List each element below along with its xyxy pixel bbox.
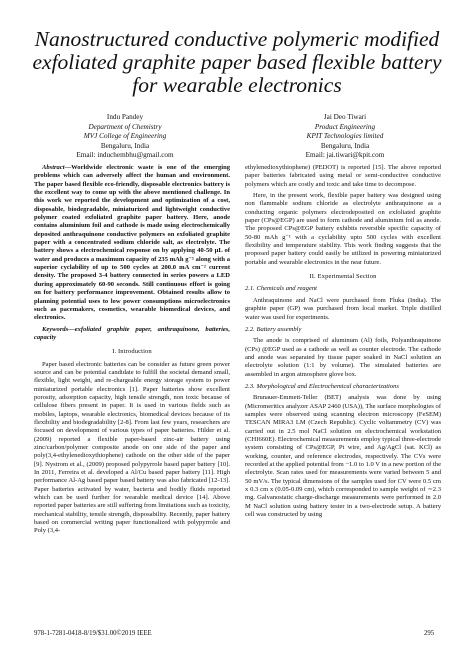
author-dept: Department of Chemistry (88, 122, 162, 131)
author-dept: Product Engineering (314, 122, 376, 131)
paragraph-2-3: Brunauer-Emmett-Teller (BET) analysis was done by using (Micromeritics analyzer ASAP 2460 (USA)), The surface morphologies of samples were observed using scanning electron microscopy (FeSEM) TESCAN MIRA3 LM (Czech Republic). Cyclic voltammetry (CV) was carried out in 2.5 mol NaCl solution on electrochemical workstation (CHI660E). Electrochemical measurements employ typical three-electrode system consisting of CPs@EGP, Pt wire, and Ag/AgCl (sat. KCl) as working, counter, and reference electrodes, respectively. The CVs were recorded at the applied potential from −1.0 to 1.0 V in a new portion of the electrolyte. Scan rates used for measurements were varied between 5 and 50 mV/s. The typical dimensions of the samples used for CV were 0.5 cm x 0.3 cm x (0.05-0.09 cm), which corresponded to sample weight of ∼2.3 mg. Galvanostatic charge-discharge measurements were performed in 2.0 M NaCl solution using battery tester in a two-electrode setup. A battery cell was constructed by using (245, 394, 441, 519)
intro-paragraph-2: Here, in the present work, flexible paper battery was designed using non flammable sodium chloride as electrolyte anthraquinone as a conducting organic polymers electrodeposited on exfoliated graphite paper (CPs@EGP) are used to form cathode and aluminium foil as anode. The proposed CPs@EGP battery exhibits reversible specific capacity of 50-80 mAh g⁻¹ with a cyclability upto 500 cycles with excellent flexibility and temperature stability. This work finding suggests that the proposed paper battery could easily be utilized in powering miniaturized portable and wearable electronics in the near future. (245, 192, 441, 266)
left-column (34, 164, 230, 536)
intro-continuation: ethylenedioxythiophene) (PEDOT) is reported [15]. The above reported paper batteries fabricated using metal or semi-conductive conductive polymers which are costly and toxic and take time to decompose. (245, 164, 441, 188)
author-name: Indu Pandey (106, 113, 144, 121)
author-city: Bengaluru, India (320, 141, 370, 150)
paper-title: Nanostructured conductive polymeric modified exfoliated graphite paper based flexible battery for wearable electronics (32, 27, 442, 97)
paragraph-2-2: The anode is comprised of aluminum (Al) foils, Polyanthraquinone (CPs) @EGP used as a cathode as well as counter electrode. The cathode and anode was separated by tissue paper soaked in NaCl solution an electrolyte solution (1:1 by volume). The simulated batteries are assembled in argon atmosphere glove box. (245, 337, 441, 378)
subsection-heading-2-1: 2.1. Chemicals and reagent (245, 285, 317, 293)
section-heading-experimental: II. Experimental Section (309, 273, 377, 281)
subsection-heading-2-2: 2.2. Battery assembly (245, 325, 302, 333)
author-email: Email: induchembhu@gmail.com (76, 151, 174, 160)
author-org: KPIT Technologies limited (306, 132, 384, 141)
page-number: 295 (424, 630, 435, 637)
subsection-heading-2-3: 2.3. Morphological and Electrochemical characterizations (245, 382, 399, 390)
author-org: MVJ College of Engineering (83, 132, 167, 141)
section-heading-introduction: I. Introduction (112, 348, 152, 356)
author-city: Bengaluru, India (100, 141, 150, 150)
abstract (34, 164, 230, 323)
paragraph-2-1: Anthraquinone and NaCl were purchased from Fluka (India). The graphite paper (GP) was purchased from local market. Triple distilled water was used for experiments. (245, 296, 441, 321)
keywords: Keywords—exfoliated graphite paper, anthraquinone, batteries, capacity (34, 325, 230, 341)
right-column (245, 164, 441, 519)
abstract-text: —Worldwide electronic waste is one of the emerging problems which can adversely affect the human and environment. The paper based flexible eco-friendly, disposable electronics battery is the excellent way to come up with the above mentioned challenge. In this work we reported the development and optimization of a cost, disposable, biodegradable, miniaturized and lightweight conductive polymer coated exfoliated graphite paper battery. Here, anode contains aluminium foil and cathode is made using electrochemically deposited anthraquinone conductive polymers on exfoliated graphite paper with a concentrated sodium chloride salt, as electrolyte. The battery shows a electrochemical response on by applying 40-50 µL of water and produces a maximum capacity of 235 mAh g⁻¹ along with a superior cyclability of up to 500 cycles at 200.0 mA cm⁻² current density. The proposed 3-4 battery connected in series powers a LED during approximately 60-90 seconds. Still continuous effort is going on for battery performance improvement. Obtained results allow to planning potential uses to low power consumptions microelectronics such as pacemakers, cosmetics, wearable biomedical devices, and electronics. (34, 164, 230, 322)
author-1 (25, 113, 225, 161)
abstract-lead: Abstract (42, 164, 65, 171)
author-name: Jai Deo Tiwari (323, 113, 367, 121)
footer-isbn: 978-1-7281-0418-8/19/$31.00©2019 IEEE (34, 630, 152, 637)
author-email: Email: jai.tiwari@kpit.com (305, 151, 385, 160)
intro-paragraph: Paper based electronic batteries can be consider as future green power source and can be potential candidate to fulfill the societal demand small, flexible, light weight, and re-chargeable energy storage system to power miniaturized portable electronics [1]. Paper batteries show excellent porosity, adsorption capacity, high tensile strength, non toxic because of cellulose fibers present in paper. It is used in various fields such as mobiles, laptops, wearable electronics, biomedical devices because of its flexibility and biodegradability [2-8]. From last few years, researchers are focused on development of various types of paper batteries. Hilder et al. (2009) reported a flexible paper-based zinc-air battery using zinc/carbon/polymer composite anode on one side of the paper and poly(3,4-ethylenedioxythiophene) cathode on the other side of the paper [9]. Nystrom et al., (2009) proposed polypyrrole based paper battery [10]. In 2011, Ferreira et al. developed a Al/Cu based paper battery [11]. High performance Al-Ag based paper based battery was also fabricated [12-13]. Paper batteries activated by water, bacteria and bodily fluids reported which can be used further for wearable medical device [14]. Above reported paper batteries are still suffering from limitations such as toxicity, mechanical stability, tensile strength, disposability. Recently, paper battery based on commercial writing paper functionalized with polypyrrole and Poly (3,4- (34, 360, 230, 535)
author-2 (245, 113, 445, 161)
